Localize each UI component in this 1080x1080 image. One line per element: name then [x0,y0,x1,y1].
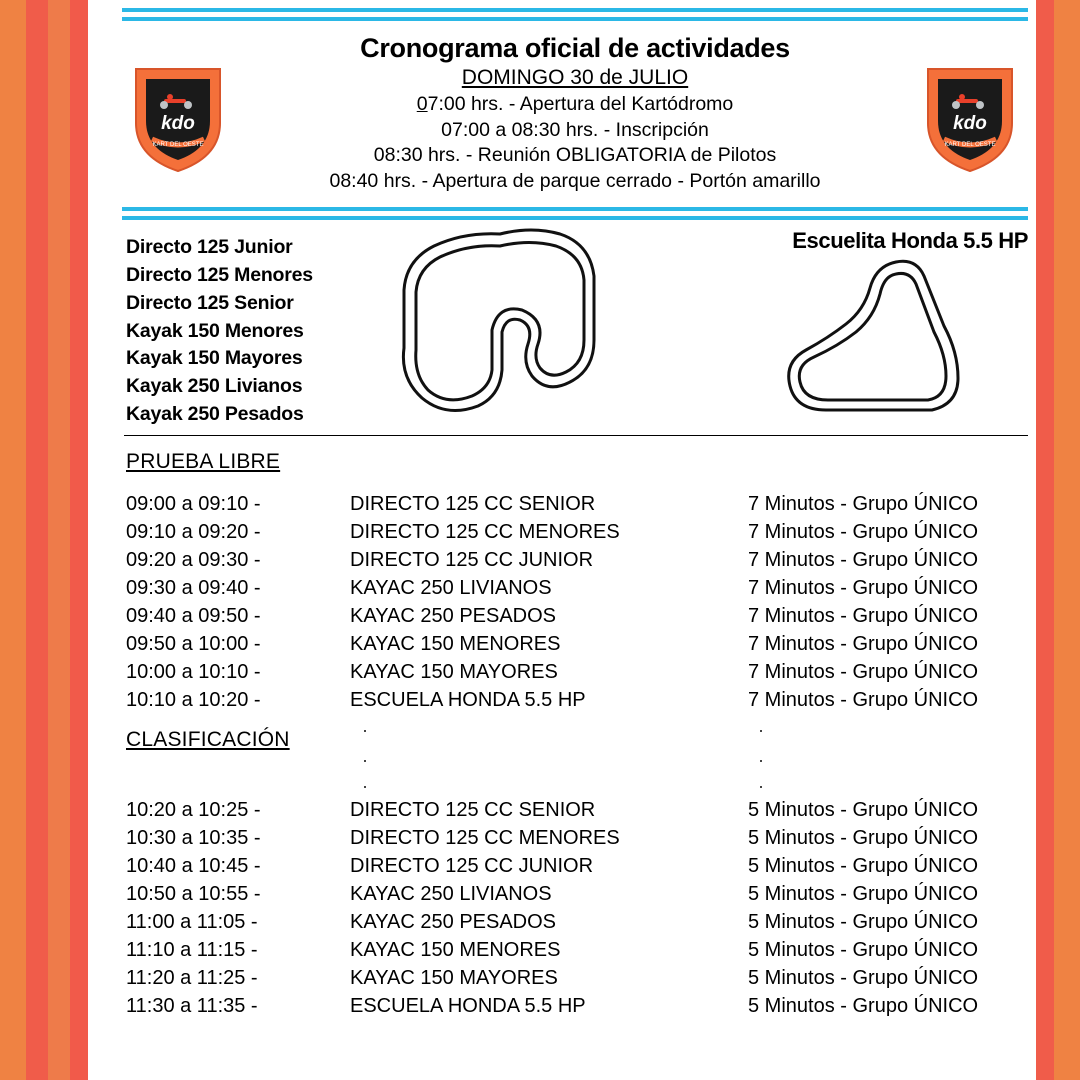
schedule-row [126,852,1028,880]
schedule-row [126,908,1028,936]
class-item: Directo 125 Junior [126,235,293,258]
row-time: 09:00 a 09:10 - [126,492,261,515]
right-stripe-2 [1036,0,1054,1080]
schedule-row [126,936,1028,964]
row-time: 09:20 a 09:30 - [126,548,261,571]
row-time: 10:20 a 10:25 - [126,798,261,821]
row-time: 10:10 a 10:20 - [126,688,261,711]
escuelita-label: Escuelita Honda 5.5 HP [792,227,1028,253]
left-stripe-5 [88,0,114,1080]
schedule-row [126,630,1028,658]
row-time: 10:30 a 10:35 - [126,826,261,849]
track-layout-icon [774,252,974,432]
row-duration: 7 Minutos - Grupo ÚNICO [748,520,979,543]
poster-content [114,0,1036,1080]
dot-markers [126,768,1028,796]
row-category: DIRECTO 125 CC SENIOR [350,798,596,821]
schedule-row [126,880,1028,908]
schedule-row [126,658,1028,686]
row-duration: 5 Minutos - Grupo ÚNICO [748,826,979,849]
row-category: DIRECTO 125 CC SENIOR [350,492,596,515]
schedule-row [126,518,1028,546]
row-duration: 5 Minutos - Grupo ÚNICO [748,966,979,989]
header-line-1: 07:00 hrs. - Apertura del Kartódromo [416,93,734,115]
row-duration: 7 Minutos - Grupo ÚNICO [748,660,979,683]
row-duration: 7 Minutos - Grupo ÚNICO [748,632,979,655]
right-stripe-1 [1054,0,1080,1080]
header-line-4: 08:40 hrs. - Apertura de parque cerrado - Portón amarillo [329,170,821,193]
header-zone [114,21,1036,199]
schedule-row [126,490,1028,518]
classes-and-tracks [114,220,1036,435]
svg-text:kdo: kdo [161,113,195,134]
row-time: 10:50 a 10:55 - [126,882,261,905]
row-category: DIRECTO 125 CC MENORES [350,826,620,849]
kdo-logo-right [922,63,1018,175]
row-time: 10:40 a 10:45 - [126,854,261,877]
header-line-2: 07:00 a 08:30 hrs. - Inscripción [441,118,709,141]
row-time: 09:30 a 09:40 - [126,576,261,599]
header-rule-top-1 [122,8,1028,12]
class-list [126,234,313,429]
row-duration: 5 Minutos - Grupo ÚNICO [748,798,979,821]
row-category: KAYAC 250 LIVIANOS [350,576,552,599]
escuelita-track-map [774,252,974,437]
row-category: KAYAC 250 LIVIANOS [350,882,552,905]
row-category: KAYAC 250 PESADOS [350,910,557,933]
row-duration: 7 Minutos - Grupo ÚNICO [748,548,979,571]
svg-text:kdo: kdo [953,113,987,134]
schedule-row [126,796,1028,824]
row-time: 09:10 a 09:20 - [126,520,261,543]
row-category: DIRECTO 125 CC MENORES [350,520,620,543]
left-stripe-3 [48,0,70,1080]
row-time: 11:30 a 11:35 - [126,994,258,1017]
schedule-row [126,964,1028,992]
row-category: DIRECTO 125 CC JUNIOR [350,548,594,571]
row-category: DIRECTO 125 CC JUNIOR [350,854,594,877]
page-title: Cronograma oficial de actividades [360,33,790,63]
header-rule-bottom-1 [122,207,1028,211]
row-time: 11:00 a 11:05 - [126,910,258,933]
row-category: KAYAC 150 MAYORES [350,660,558,683]
row-time: 10:00 a 10:10 - [126,660,261,683]
section-heading: CLASIFICACIÓN [126,727,290,751]
row-duration: 7 Minutos - Grupo ÚNICO [748,576,979,599]
row-category: KAYAC 250 PESADOS [350,604,557,627]
schedule-row [126,686,1028,714]
left-stripe-4 [70,0,88,1080]
left-stripe-2 [26,0,48,1080]
shield-icon [130,63,226,175]
row-duration: 5 Minutos - Grupo ÚNICO [748,938,979,961]
schedule-row [126,992,1028,1020]
class-item: Kayak 250 Pesados [126,403,304,426]
row-time: 09:50 a 10:00 - [126,632,261,655]
row-duration: 5 Minutos - Grupo ÚNICO [748,910,979,933]
row-time: 11:10 a 11:15 - [126,938,258,961]
class-item: Kayak 150 Menores [126,319,304,342]
row-category: KAYAC 150 MENORES [350,938,561,961]
header-line-3: 08:30 hrs. - Reunión OBLIGATORIA de Pilotos [373,144,777,167]
track-layout-icon [382,220,632,430]
header-line-1-text: 7:00 hrs. - Apertura del Kartódromo [427,93,734,115]
row-time: 11:20 a 11:25 - [126,966,258,989]
section-heading: PRUEBA LIBRE [126,449,281,473]
schedule-row [126,602,1028,630]
schedule-row [126,574,1028,602]
row-duration: 5 Minutos - Grupo ÚNICO [748,854,979,877]
left-stripe-1 [0,0,26,1080]
class-item: Kayak 150 Mayores [126,347,303,370]
svg-text:KART DEL OESTE: KART DEL OESTE [944,142,996,148]
schedule-row [126,824,1028,852]
section-prueba-libre [114,436,1036,714]
event-date: DOMINGO 30 de JULIO [461,66,689,89]
row-duration: 5 Minutos - Grupo ÚNICO [748,882,979,905]
class-item: Kayak 250 Livianos [126,375,303,398]
row-category: ESCUELA HONDA 5.5 HP [350,688,586,711]
row-duration: 7 Minutos - Grupo ÚNICO [748,492,979,515]
section-clasificacion [114,714,1036,1020]
kdo-logo-left [130,63,226,175]
class-item: Directo 125 Senior [126,291,294,314]
row-category: KAYAC 150 MAYORES [350,966,558,989]
row-duration: 5 Minutos - Grupo ÚNICO [748,994,979,1017]
row-category: KAYAC 150 MENORES [350,632,561,655]
row-duration: 7 Minutos - Grupo ÚNICO [748,604,979,627]
svg-text:KART DEL OESTE: KART DEL OESTE [152,142,204,148]
shield-icon [922,63,1018,175]
row-category: ESCUELA HONDA 5.5 HP [350,994,586,1017]
row-time: 09:40 a 09:50 - [126,604,261,627]
schedule-row [126,546,1028,574]
main-track-map [382,220,632,435]
row-duration: 7 Minutos - Grupo ÚNICO [748,688,979,711]
class-item: Directo 125 Menores [126,263,313,286]
